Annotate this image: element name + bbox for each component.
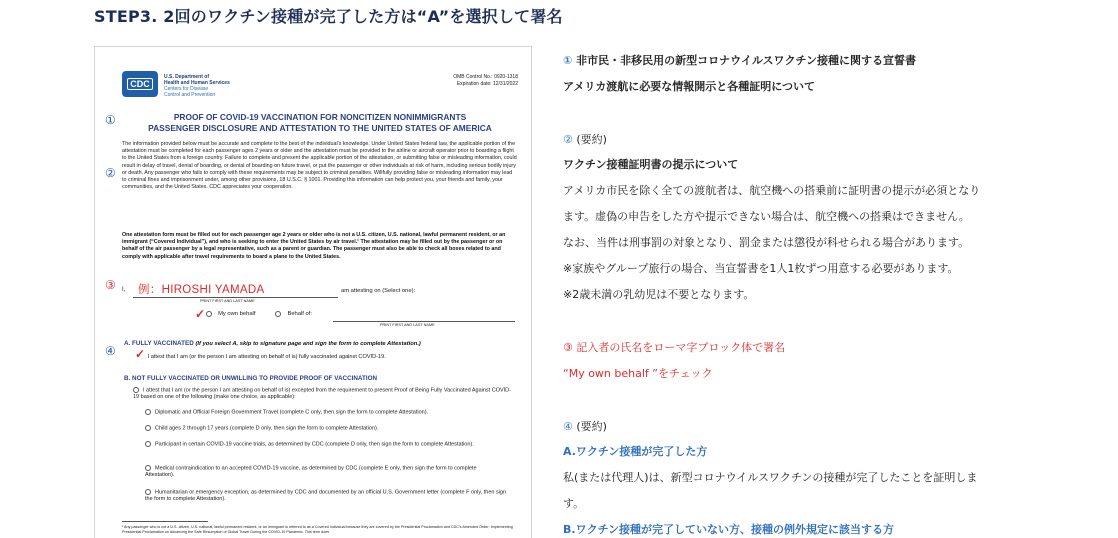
cdc-logo: [122, 71, 158, 97]
radio-exception[interactable]: [145, 489, 151, 495]
radio-exception[interactable]: [145, 465, 151, 471]
section-4-label-text: (要約): [572, 420, 607, 433]
section-a-note: (If you select A, skip to signature page and sign the form to complete Attestation.): [195, 341, 421, 347]
section-3-instruction: ③ 記入者の氏名をローマ字ブロック体で署名: [563, 341, 786, 354]
agency-line: U.S. Department of: [164, 74, 210, 80]
section-2-note: ※2歳未満の乳幼児は不要となります。: [563, 288, 755, 301]
attesting-label: am attesting on (Select one):: [341, 288, 416, 294]
agency-block: [164, 74, 230, 98]
section-2-line: アメリカ市民を除く全ての渡航者は、航空機への搭乗前に証明書の提示が必須となり: [563, 184, 981, 197]
marker-3: ③: [105, 278, 116, 292]
section-1-title-text: 非市民・非移民用の新型コロナウイルスワクチン接種に関する宣誓書: [572, 54, 916, 67]
section-3-check-note: “My own behalf ”をチェック: [563, 367, 713, 380]
marker-4: ④: [105, 344, 116, 358]
agency-line: Health and Human Services: [164, 80, 230, 86]
exception-label: Child ages 2 through 17 years (complete D only, then sign the form to complete Attestation).: [155, 425, 379, 432]
omb-control-number: OMB Control No.: 0920-1318: [453, 74, 518, 80]
footnote-divider: [122, 521, 208, 522]
section-2-note: ※家族やグループ旅行の場合、当宣誓書を1人1枚ずつ用意する必要があります。: [563, 262, 959, 275]
radio-exception[interactable]: [145, 425, 151, 431]
exception-option[interactable]: [145, 489, 515, 503]
attestation-paragraph: One attestation form must be filled out for each passenger age 2 years or older who is not a U.S. citizen, U.S. national, lawful permanent resident, or an immigrant (“Covered Individual”), and who is seeking to enter the United States by air travel.¹ The attestation may be filled out by the passenger or on behalf of the air passenger by a legal representative, such as a parent or guardian. The passenger must also be able to check all boxes related to and comply with applicable after travel requirements to board a plane to the United States.: [122, 232, 506, 260]
radio-section-b[interactable]: [133, 387, 139, 393]
step-title: STEP3. 2回のワクチン接種が完了した方は“A”を選択して署名: [94, 7, 563, 26]
section-b-title: B. NOT FULLY VACCINATED OR UNWILLING TO PROVIDE PROOF OF VACCINATION: [124, 375, 378, 382]
form-title: [125, 112, 515, 134]
name-hint: PRINT FIRST AND LAST NAME: [200, 299, 255, 303]
section-4-number: ④: [563, 420, 573, 433]
radio-behalf-of[interactable]: [275, 311, 281, 317]
section-2-label: [563, 131, 607, 148]
section-1-number: ①: [563, 54, 573, 67]
radio-exception[interactable]: [145, 441, 151, 447]
behalf-of-label: Behalf of:: [287, 311, 312, 317]
intro-paragraph: The information provided below must be accurate and complete to the best of the individual's knowledge. Under United States federal law, the applicable portion of the attestation must be completed for each passenger ages 2 years or older and the attestation must be provided to the airline or aircraft operator prior to boarding a flight to the United States from a foreign country. Failure to complete and present the applicable portion of the attestation, or submitting false or misleading information, could result in delay of travel, denial of boarding, or denial of boarding on future travel, or put the passenger or other individuals at risk of harm, including serious bodily injury or death. Any passenger who fails to comply with these requirements may be subject to criminal penalties. Willfully providing false or misleading information may lead to criminal fines and imprisonment under, among other provisions, 18 U.S.C. § 1001. Providing this information can help protect you, your friends and family, your communities, and the United States. CDC appreciates your cooperation.: [122, 141, 517, 191]
exception-label: Medical contraindication to an accepted COVID-19 vaccine, as determined by CDC (complete E only, then sign the form to complete Attestation).: [145, 465, 477, 479]
behalf-row: [195, 307, 312, 321]
section-a-text: I attest that I am (or the person I am attesting on behalf of is) fully vaccinated against COVID-19.: [147, 354, 386, 360]
cdc-logo-text: CDC: [127, 78, 153, 90]
section-a-heading: [124, 340, 421, 347]
exception-option[interactable]: [145, 465, 505, 479]
radio-my-own-behalf[interactable]: [206, 311, 212, 317]
section-a-option[interactable]: [135, 347, 386, 361]
checkmark-icon: ✓: [135, 347, 146, 361]
section-2-number: ②: [563, 133, 573, 146]
form-title-line: PASSENGER DISCLOSURE AND ATTESTATION TO THE UNITED STATES OF AMERICA: [148, 123, 492, 133]
section-a-title: A. FULLY VACCINATED: [124, 340, 194, 347]
section-b-option[interactable]: [133, 387, 517, 401]
exception-option[interactable]: [145, 409, 428, 416]
section-2-label-text: (要約): [572, 133, 607, 146]
omb-block: [453, 74, 518, 87]
name-example: 例：HIROSHI YAMADA: [138, 284, 265, 296]
section-1-subtitle: アメリカ渡航に必要な情報開示と各種証明について: [563, 80, 816, 93]
my-own-behalf-label: My own behalf: [218, 311, 256, 317]
section-2-line: ます。虚偽の申告をした方や提示できない場合は、航空機への搭乗はできません。: [563, 210, 970, 223]
exception-option[interactable]: [145, 425, 378, 432]
section-4-label: [563, 418, 607, 435]
section-4-a-line: す。: [563, 497, 585, 510]
marker-1: ①: [105, 113, 116, 127]
section-4-a-title: A.ワクチン接種が完了した方: [563, 445, 708, 458]
attestation-form-image: [94, 46, 532, 538]
section-2-title: ワクチン接種証明書の提示について: [563, 158, 739, 171]
form-title-line: PROOF OF COVID-19 VACCINATION FOR NONCITIZEN NONIMMIGRANTS: [173, 112, 467, 122]
checkmark-icon: ✓: [195, 307, 206, 321]
exception-option[interactable]: [145, 441, 505, 448]
name-prefix: I,: [122, 287, 126, 293]
section-b-text: I attest that I am (or the person I am attesting on behalf of is) excepted from the requirement to present Proof of Being Fully Vaccinated Against COVID-19 based on one of the following (make one choice, as applicable):: [133, 387, 511, 401]
exception-label: Humanitarian or emergency exception, as determined by CDC and documented by an official U.S. Government letter (complete F only, then sign the form to complete Attestation).: [145, 489, 507, 503]
exception-label: Diplomatic and Official Foreign Government Travel (complete C only, then sign the form to complete Attestation).: [155, 409, 429, 416]
section-4-b-title: B.ワクチン接種が完了していない方、接種の例外規定に該当する方: [563, 523, 895, 536]
expiration-date: Expiration date: 12/31/2022: [456, 80, 518, 87]
behalf-of-field[interactable]: [333, 321, 515, 322]
exception-label: Participant in certain COVID-19 vaccine trials, as determined by CDC (complete D only, then sign the form to complete Attestation).: [155, 441, 474, 448]
section-4-a-line: 私(または代理人)は、新型コロナウイルスワクチンの接種が完了したことを証明しま: [563, 471, 978, 484]
agency-line: Centers for Disease: [164, 86, 209, 92]
section-2-line: なお、当件は刑事罰の対象となり、罰金または懲役が科せられる場合があります。: [563, 236, 970, 249]
section-1-title: [563, 52, 916, 69]
footnote: ¹ Any passenger who is not a U.S. citizen, U.S. national, lawful permanent resident, or an immigrant is referred to as a Covered Individual because they are covered by the Presidential Proclamation and CDC's Amended Order: Implementing Presidential Proclamation on Advancing the Safe Resumption of Global Travel During the COVID-19 Pandemic. This term does: [122, 525, 513, 534]
radio-exception[interactable]: [145, 409, 151, 415]
behalf-hint: PRINT FIRST AND LAST NAME: [380, 323, 435, 327]
agency-line: Control and Prevention: [164, 92, 216, 98]
marker-2: ②: [105, 166, 116, 180]
